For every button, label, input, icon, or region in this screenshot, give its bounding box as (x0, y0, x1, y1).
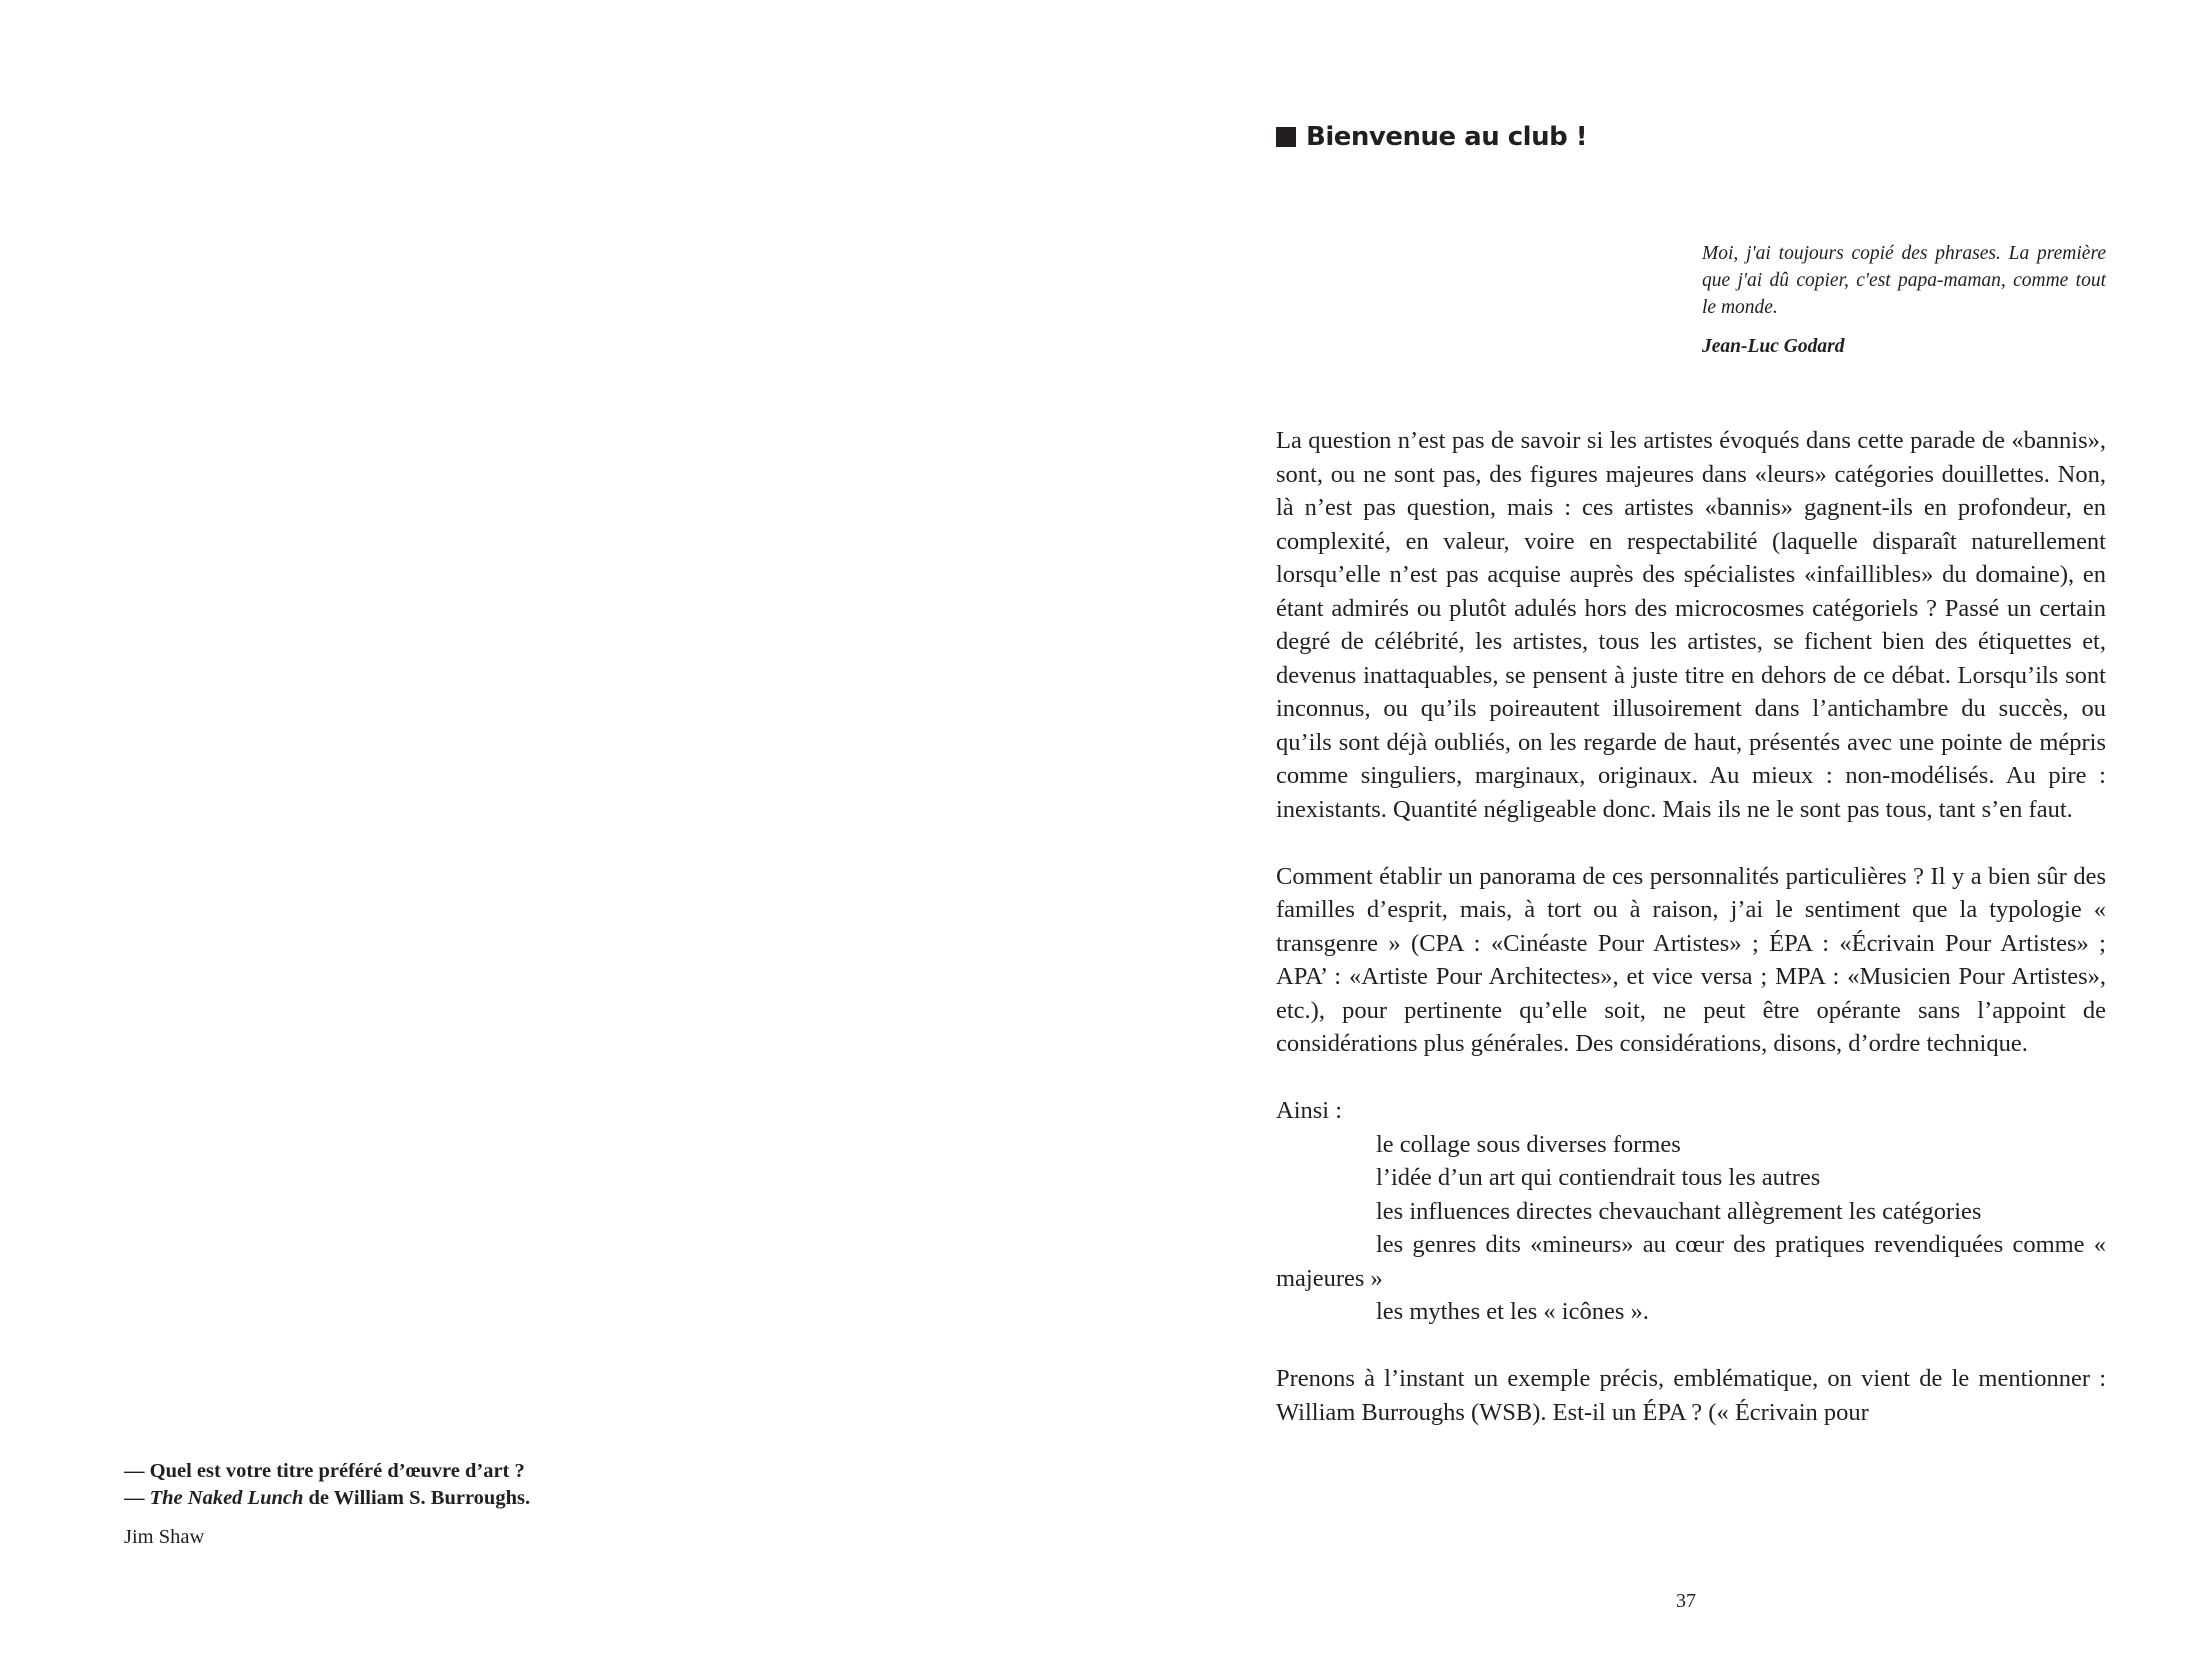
paragraph: Comment établir un panorama de ces personnalités particulières ? Il y a bien sûr des familles d’esprit, mais, à tort ou à raison, j’ai le sentiment que la typologie « transgenre » (CPA : «Cinéaste Pour Artistes» ; ÉPA : «Écrivain Pour Artistes» ; APA’ : «Artiste Pour Architectes», et vice versa ; MPA : «Musicien Pour Artistes», etc.), pour pertinente qu’elle soit, ne peut être opérante sans l’appoint de considérations plus générales. Des considérations, disons, d’ordre technique. (1276, 862, 2106, 1057)
body-text (1276, 424, 2106, 1429)
page-number: 37 (1676, 1590, 1696, 1612)
heading-text: Bienvenue au club ! (1306, 122, 1588, 152)
answer-title: The Naked Lunch (149, 1487, 304, 1509)
list-item: l’idée d’un art qui contiendrait tous les autres (1376, 1164, 1821, 1191)
right-page (1276, 122, 2106, 1463)
paragraph: Prenons à l’instant un exemple précis, emblématique, on vient de le mentionner : William Burroughs (WSB). Est-il un ÉPA ? (« Écrivain pour (1276, 1365, 2106, 1426)
epigraph-text: Moi, j'ai toujours copié des phrases. La première que j'ai dû copier, c'est papa-maman, comme tout le monde. (1702, 243, 2106, 318)
left-page-note (124, 1458, 644, 1551)
list-item: les influences directes chevauchant allègrement les catégories (1376, 1197, 1982, 1225)
square-bullet-icon (1276, 127, 1296, 147)
list-item: les genres dits «mineurs» au cœur des pratiques revendiquées comme « majeures » (1276, 1231, 2106, 1292)
list-item: les mythes et les « icônes ». (1376, 1298, 1649, 1325)
epigraph (1702, 240, 2106, 360)
interview-question: — Quel est votre titre préféré d’œuvre d’art ? (124, 1460, 525, 1482)
list-block (1276, 1094, 2106, 1329)
list-item: le collage sous diverses formes (1376, 1130, 1681, 1158)
interview-answer (124, 1485, 644, 1512)
answer-suffix: de William S. Burroughs. (303, 1487, 531, 1509)
section-heading (1276, 122, 2106, 152)
epigraph-author: Jean-Luc Godard (1702, 336, 1845, 357)
answer-prefix: — (124, 1487, 150, 1509)
list-intro: Ainsi : (1276, 1097, 1343, 1124)
interview-author: Jim Shaw (124, 1526, 205, 1548)
paragraph: La question n’est pas de savoir si les artistes évoqués dans cette parade de «bannis», sont, ou ne sont pas, des figures majeures dans «leurs» catégories douillettes. Non, là n’est pas question, mais : ces artistes «bannis» gagnent-ils en profondeur, en complexité, en valeur, voire en respectabilité (laquelle disparaît naturellement lorsqu’elle n’est pas acquise auprès des spécialistes «infaillibles» du domaine), en étant admirés ou plutôt adulés hors des microcosmes catégoriels ? Passé un certain degré de célébrité, les artistes, tous les artistes, se fichent bien des étiquettes et, devenus inattaquables, se pensent à juste titre en dehors de ce débat. Lorsqu’ils sont inconnus, ou qu’ils poireautent illusoirement dans l’antichambre du succès, ou qu’ils sont déjà oubliés, on les regarde de haut, présentés avec une pointe de mépris comme singuliers, marginaux, originaux. Au mieux : non-modélisés. Au pire : inexistants. Quantité négligeable donc. Mais ils ne le sont pas tous, tant s’en faut. (1276, 427, 2106, 823)
